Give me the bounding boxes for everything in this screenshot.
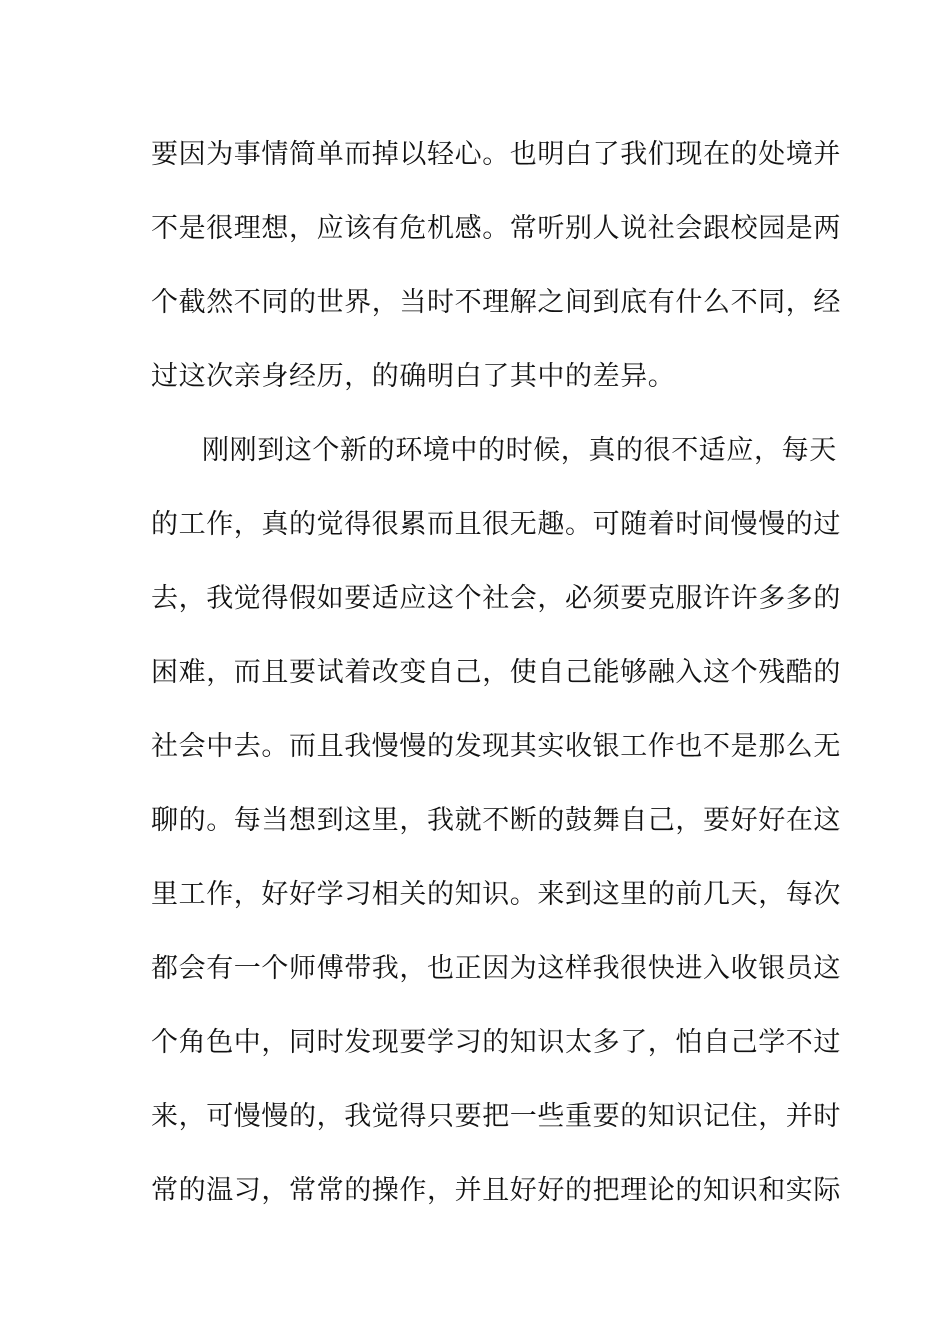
text-line: 的工作，真的觉得很累而且很无趣。可随着时间慢慢的过: [151, 509, 841, 540]
paragraph-first-line: 刚刚到这个新的环境中的时候，真的很不适应，每天: [202, 435, 837, 466]
text-line: 要因为事情简单而掉以轻心。也明白了我们现在的处境并: [151, 139, 841, 170]
text-line: 去，我觉得假如要适应这个社会，必须要克服许许多多的: [151, 583, 841, 614]
text-line: 常的温习，常常的操作，并且好好的把理论的知识和实际: [151, 1175, 841, 1206]
text-line: 来，可慢慢的，我觉得只要把一些重要的知识记住，并时: [151, 1101, 841, 1132]
text-line: 个截然不同的世界，当时不理解之间到底有什么不同，经: [151, 287, 841, 318]
text-line: 社会中去。而且我慢慢的发现其实收银工作也不是那么无: [151, 731, 841, 762]
text-line: 都会有一个师傅带我，也正因为这样我很快进入收银员这: [151, 953, 841, 984]
text-line: 过这次亲身经历，的确明白了其中的差异。: [151, 361, 676, 392]
text-line: 个角色中，同时发现要学习的知识太多了，怕自己学不过: [151, 1027, 841, 1058]
text-line: 困难，而且要试着改变自己，使自己能够融入这个残酷的: [151, 657, 841, 688]
text-line: 聊的。每当想到这里，我就不断的鼓舞自己，要好好在这: [151, 805, 841, 836]
text-line: 里工作，好好学习相关的知识。来到这里的前几天，每次: [151, 879, 841, 910]
text-line: 不是很理想，应该有危机感。常听别人说社会跟校园是两: [151, 213, 841, 244]
